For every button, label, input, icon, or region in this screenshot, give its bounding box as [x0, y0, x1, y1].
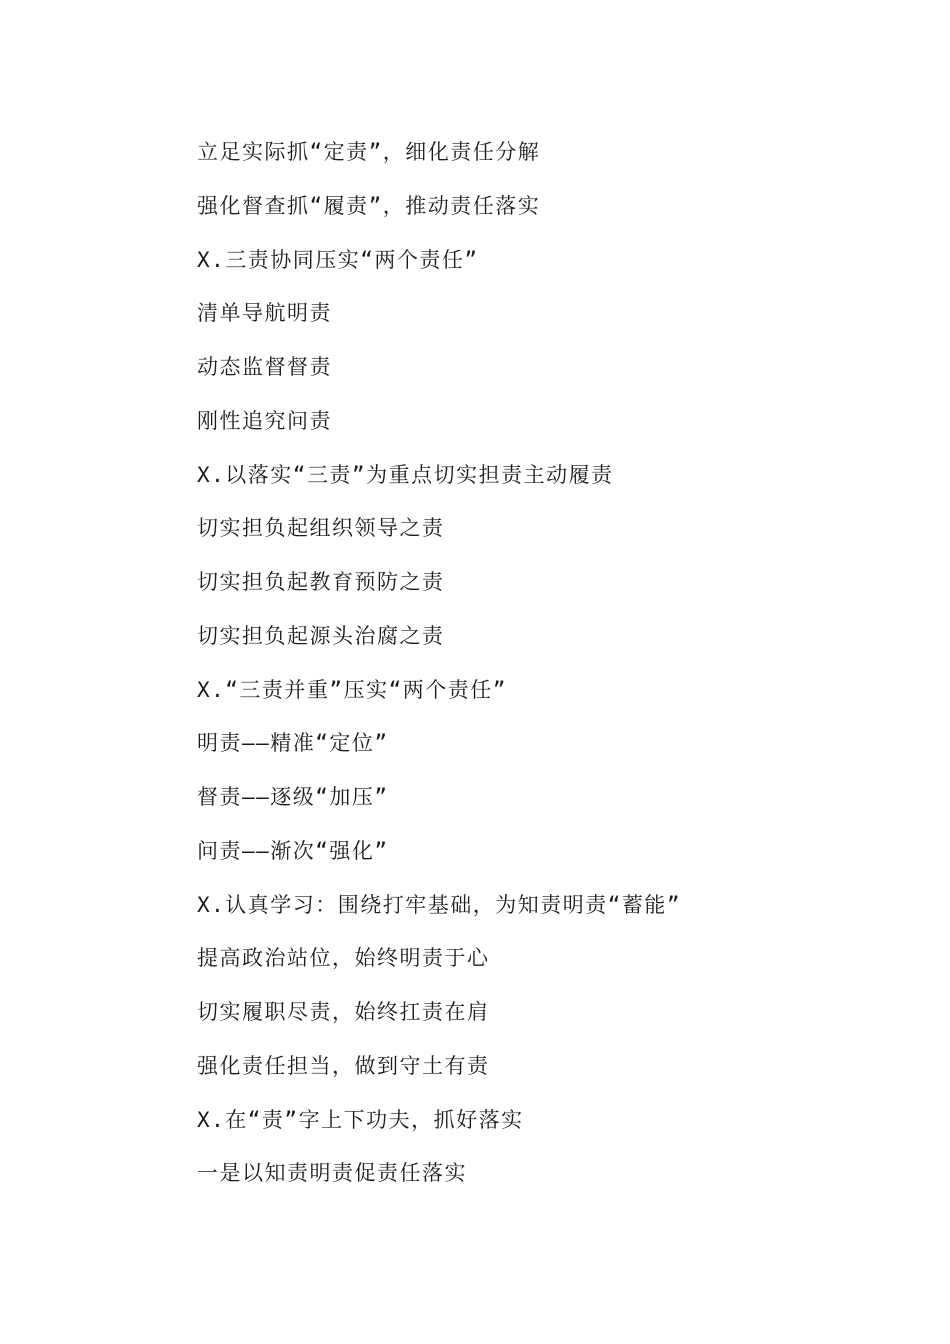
document-line: 明责——精准“定位”: [197, 731, 389, 756]
section-heading: X.以落实“三责”为重点切实担责主动履责: [197, 462, 614, 487]
document-line: 动态监督督责: [197, 355, 332, 379]
document-line: 一是以知责明责促责任落实: [197, 1161, 467, 1186]
document-line: 切实担负起源头治腐之责: [197, 623, 445, 648]
document-line: 切实担负起组织领导之责: [197, 516, 445, 541]
document-line: 提高政治站位，始终明责于心: [197, 946, 490, 971]
document-line: 强化责任担当，做到守土有责: [197, 1053, 490, 1078]
document-line: 清单导航明责: [197, 301, 332, 326]
section-heading: X.“三责并重”压实“两个责任”: [197, 677, 507, 702]
document-line: 切实担负起教育预防之责: [197, 570, 445, 594]
document-line: 强化督查抓“履责”，推动责任落实: [197, 193, 541, 218]
document-line: 切实履职尽责，始终扛责在肩: [197, 1000, 490, 1024]
document-line: 刚性追究问责: [197, 408, 332, 433]
document-line: 立足实际抓“定责”，细化责任分解: [197, 140, 541, 164]
document-line: 督责——逐级“加压”: [197, 785, 389, 809]
document-line: 问责——渐次“强化”: [197, 838, 389, 863]
section-heading: X.认真学习：围绕打牢基础，为知责明责“蓄能”: [197, 892, 682, 917]
section-heading: X.三责协同压实“两个责任”: [197, 247, 479, 272]
section-heading: X.在“责”字上下功夫，抓好落实: [197, 1107, 524, 1132]
document-body: [197, 132, 897, 1207]
